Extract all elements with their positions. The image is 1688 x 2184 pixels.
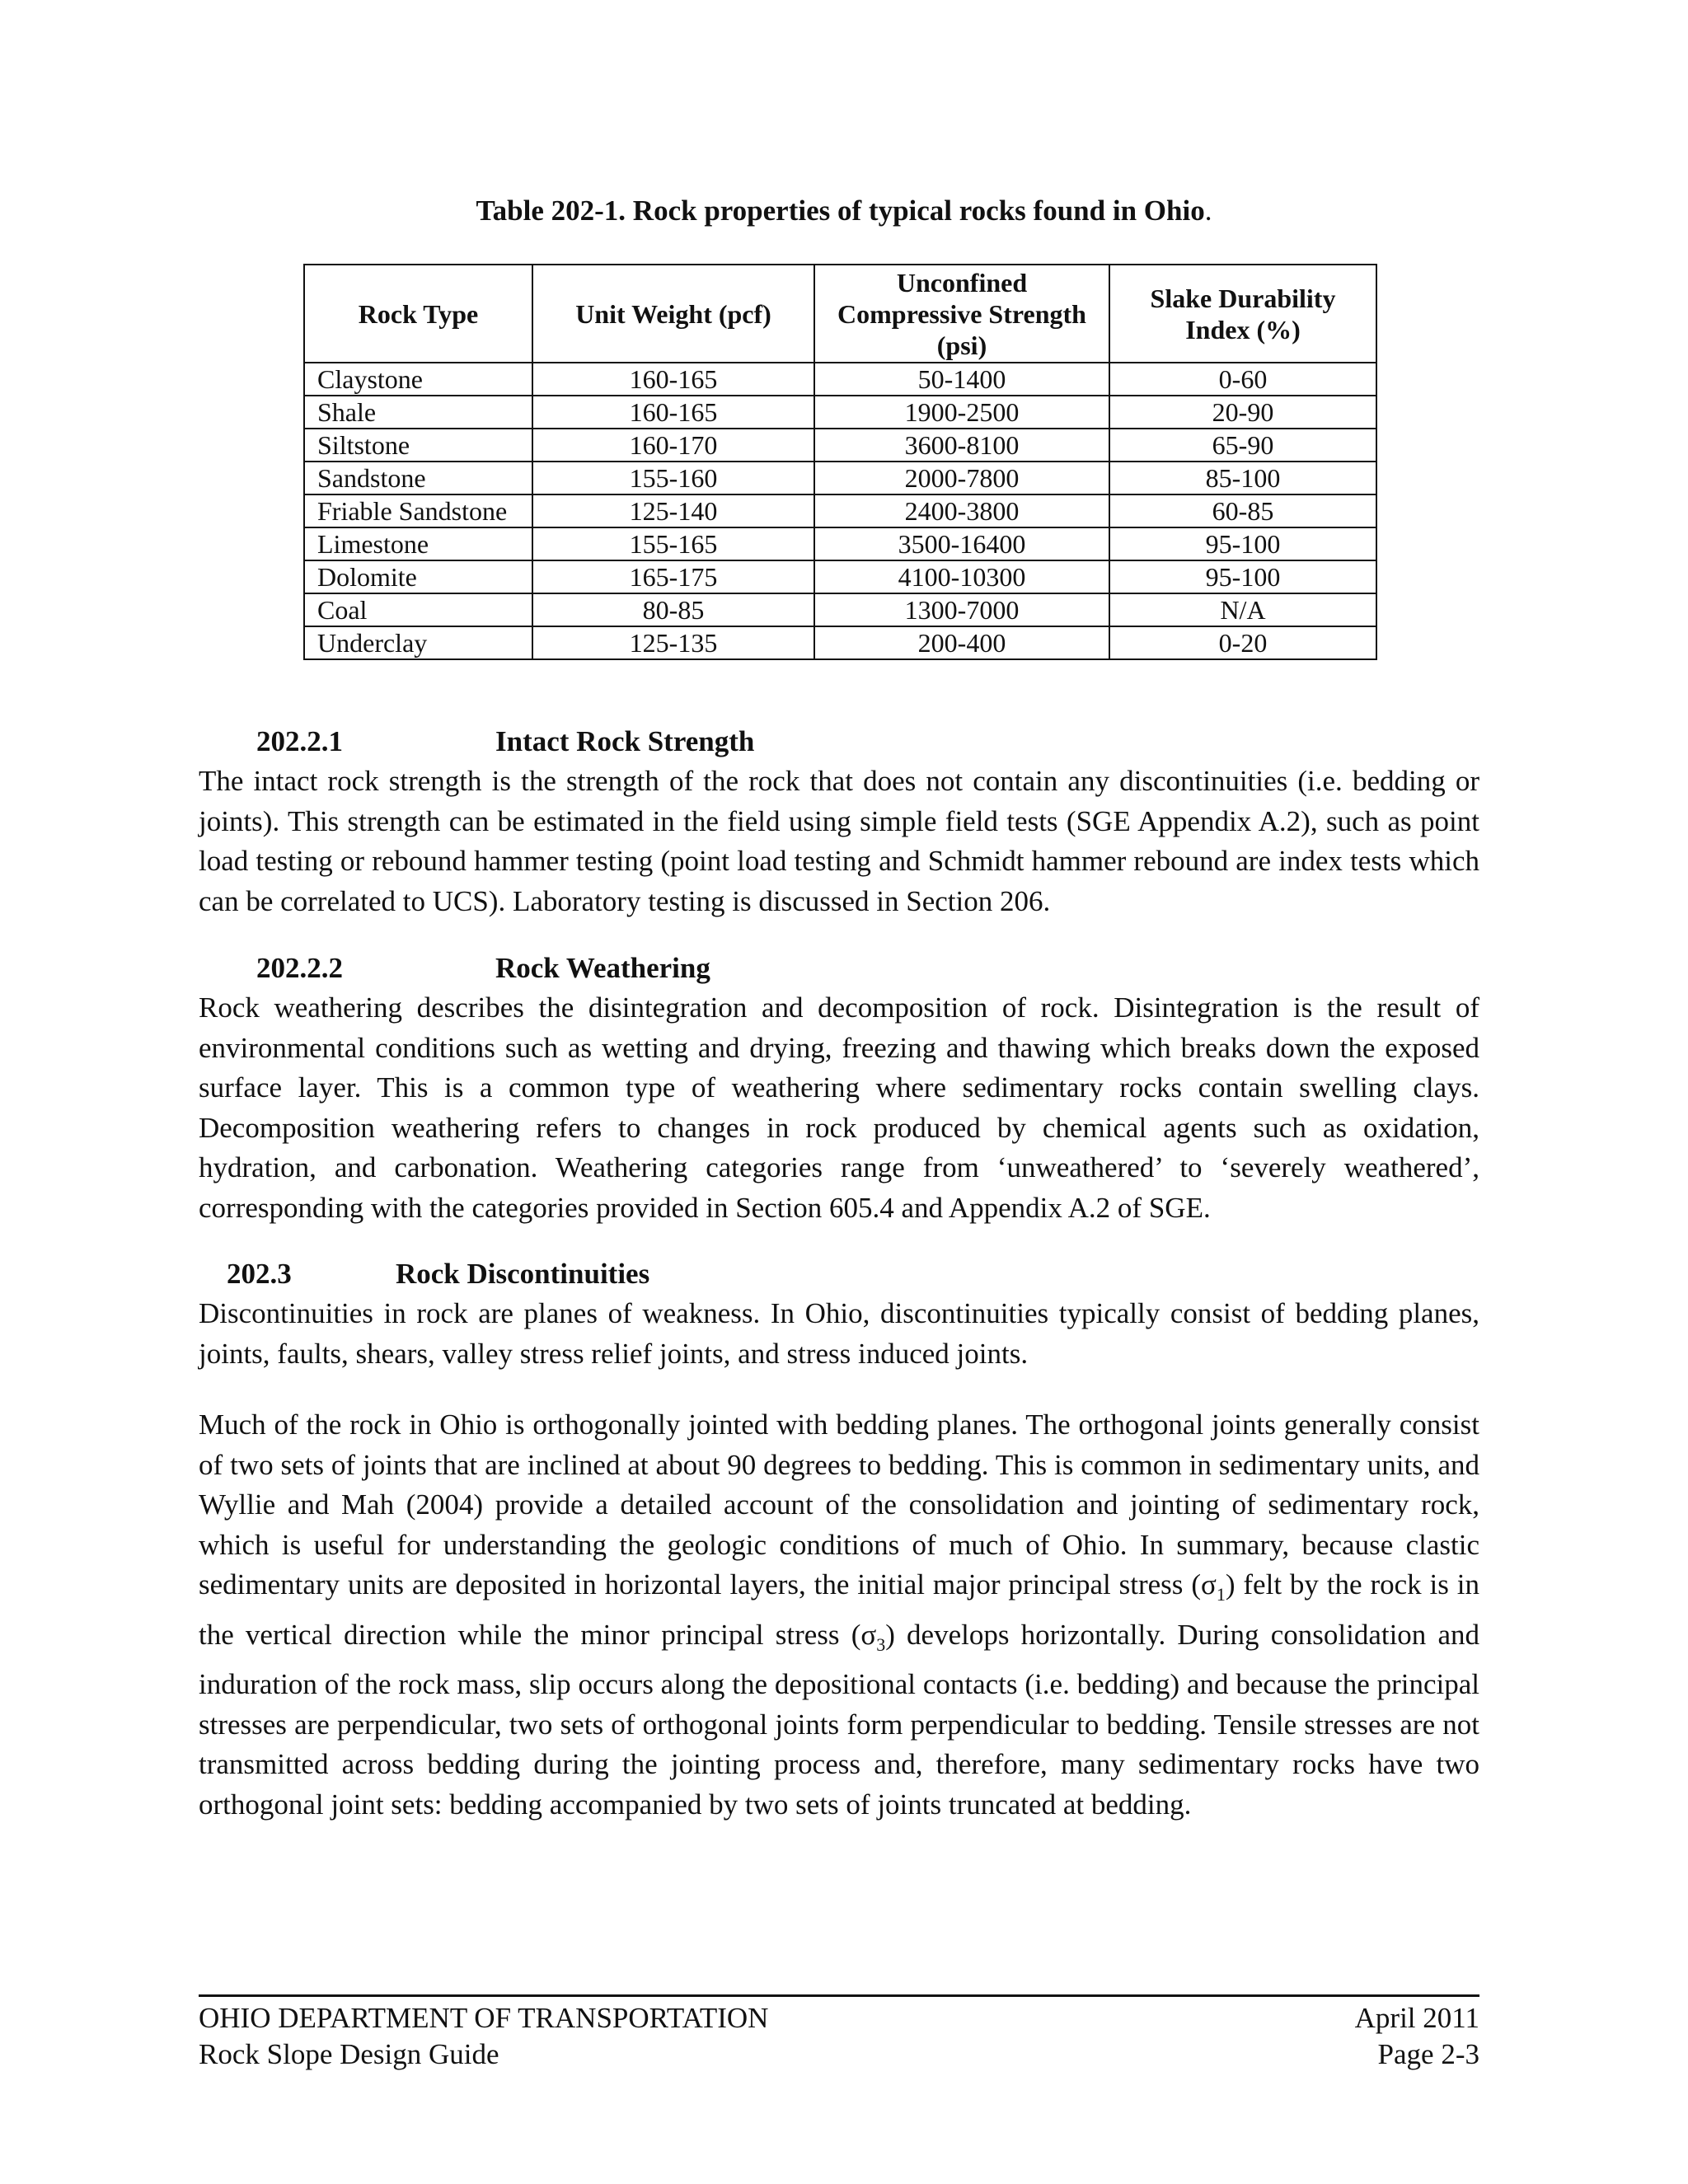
table-cell: 155-165 <box>532 527 814 560</box>
table-cell: Coal <box>304 593 532 626</box>
table-row <box>304 462 1376 494</box>
table-cell: 80-85 <box>532 593 814 626</box>
table-cell: 160-165 <box>532 363 814 396</box>
table-row <box>304 396 1376 429</box>
table-caption-text: Table 202-1. Rock properties of typical rocks found in Ohio <box>476 194 1205 227</box>
table-cell: 2000-7800 <box>814 462 1109 494</box>
table-cell: 0-20 <box>1109 626 1376 659</box>
table-cell: Limestone <box>304 527 532 560</box>
table-row <box>304 527 1376 560</box>
table-row <box>304 560 1376 593</box>
table-cell: N/A <box>1109 593 1376 626</box>
table-cell: 0-60 <box>1109 363 1376 396</box>
section-heading-202-3 <box>227 1258 649 1291</box>
table-cell: 160-170 <box>532 429 814 462</box>
footer-date: April 2011 <box>1354 2002 1479 2034</box>
table-cell: 85-100 <box>1109 462 1376 494</box>
table-cell: Sandstone <box>304 462 532 494</box>
section-heading-202-2-2 <box>256 952 710 985</box>
footer-divider <box>199 1994 1479 1997</box>
table-row <box>304 494 1376 527</box>
table-caption <box>0 194 1688 227</box>
section-title: Intact Rock Strength <box>495 725 755 757</box>
table-cell: 20-90 <box>1109 396 1376 429</box>
footer-page-number: Page 2-3 <box>1377 2038 1479 2070</box>
section-number: 202.3 <box>227 1258 292 1290</box>
rock-properties-table <box>303 264 1377 660</box>
footer-org: OHIO DEPARTMENT OF TRANSPORTATION <box>199 2002 769 2034</box>
table-row <box>304 363 1376 396</box>
section-title: Rock Weathering <box>495 952 710 984</box>
table-row <box>304 593 1376 626</box>
paragraph-text: Much of the rock in Ohio is orthogonally jointed with bedding planes. The orthogonal joints generally consist of two sets of joints that are inclined at about 90 degrees to bedding. This is common in sedimentary units, and Wyllie and Mah (2004) provide a detailed account of the consolidation and jointing of sedimentary rock, which is useful for understanding the geologic conditions of much of Ohio. In summary, because clastic sedimentary units are deposited in horizontal layers, the initial major principal stress ( <box>199 1408 1479 1601</box>
discontinuities-paragraph: Discontinuities in rock are planes of weakness. In Ohio, discontinuities typically consist of bedding planes, joints, faults, shears, valley stress relief joints, and stress induced joints. <box>199 1297 1479 1370</box>
section-number: 202.2.1 <box>256 725 343 757</box>
table-cell: 60-85 <box>1109 494 1376 527</box>
table-cell: 65-90 <box>1109 429 1376 462</box>
table-cell: 2400-3800 <box>814 494 1109 527</box>
subscript: 1 <box>1216 1584 1226 1605</box>
paragraph-text: ) develops horizontally. During consolidation and induration of the rock mass, slip occurs along the depositional contacts (i.e. bedding) and because the principal stresses are perpendicular, two sets of orthogonal joints form perpendicular to bedding. Tensile stresses are not transmitted across bedding during the jointing process and, therefore, many sedimentary rocks have two orthogonal joint sets: bedding accompanied by two sets of joints truncated at bedding. <box>199 1618 1479 1821</box>
table-caption-period: . <box>1204 194 1212 227</box>
table-cell: 1900-2500 <box>814 396 1109 429</box>
section-heading-202-2-1 <box>256 725 754 758</box>
table-cell: 95-100 <box>1109 560 1376 593</box>
column-header-compressive-strength: Unconfined Compressive Strength (psi) <box>814 265 1109 363</box>
table-header-row <box>304 265 1376 363</box>
column-header-rock-type: Rock Type <box>304 265 532 363</box>
table-cell: Dolomite <box>304 560 532 593</box>
table-cell: 1300-7000 <box>814 593 1109 626</box>
footer-document: Rock Slope Design Guide <box>199 2038 499 2070</box>
table-cell: 3500-16400 <box>814 527 1109 560</box>
table-row <box>304 429 1376 462</box>
table-cell: 3600-8100 <box>814 429 1109 462</box>
table-cell: 200-400 <box>814 626 1109 659</box>
table-cell: 50-1400 <box>814 363 1109 396</box>
orthogonal-joints-paragraph <box>199 1405 1479 1825</box>
table-cell: 165-175 <box>532 560 814 593</box>
table-cell: 95-100 <box>1109 527 1376 560</box>
table-cell: 160-165 <box>532 396 814 429</box>
table-cell: 4100-10300 <box>814 560 1109 593</box>
rock-weathering-paragraph: Rock weathering describes the disintegration and decomposition of rock. Disintegration is the result of environmental conditions such as wetting and drying, freezing and thawing which breaks down the exposed surface layer. This is a common type of weathering where sedimentary rocks contain swelling clays. Decomposition weathering refers to changes in rock produced by chemical agents such as oxidation, hydration, and carbonation. Weathering categories range from ‘unweathered’ to ‘severely weathered’, corresponding with the categories provided in Section 605.4 and Appendix A.2 of SGE. <box>199 991 1479 1224</box>
table-cell: Underclay <box>304 626 532 659</box>
sigma-symbol: σ <box>860 1618 877 1651</box>
table-cell: Shale <box>304 396 532 429</box>
paragraph-text: ) felt by the rock is in the vertical direction while the minor principal stress ( <box>199 1568 1480 1651</box>
subscript: 3 <box>876 1633 886 1655</box>
table-cell: 125-135 <box>532 626 814 659</box>
section-number: 202.2.2 <box>256 952 343 984</box>
table-row <box>304 626 1376 659</box>
table-cell: Friable Sandstone <box>304 494 532 527</box>
sigma-symbol: σ <box>1200 1568 1217 1601</box>
column-header-unit-weight: Unit Weight (pcf) <box>532 265 814 363</box>
column-header-slake-durability: Slake Durability Index (%) <box>1109 265 1376 363</box>
table-cell: 155-160 <box>532 462 814 494</box>
table-cell: Claystone <box>304 363 532 396</box>
table-cell: 125-140 <box>532 494 814 527</box>
section-title: Rock Discontinuities <box>396 1258 650 1290</box>
table-cell: Siltstone <box>304 429 532 462</box>
intact-rock-strength-paragraph: The intact rock strength is the strength of the rock that does not contain any discontinuities (i.e. bedding or joints). This strength can be estimated in the field using simple field tests (SGE Appendix A.2), such as point load testing or rebound hammer testing (point load testing and Schmidt hammer rebound are index tests which can be correlated to UCS). Laboratory testing is discussed in Section 206. <box>199 765 1479 917</box>
